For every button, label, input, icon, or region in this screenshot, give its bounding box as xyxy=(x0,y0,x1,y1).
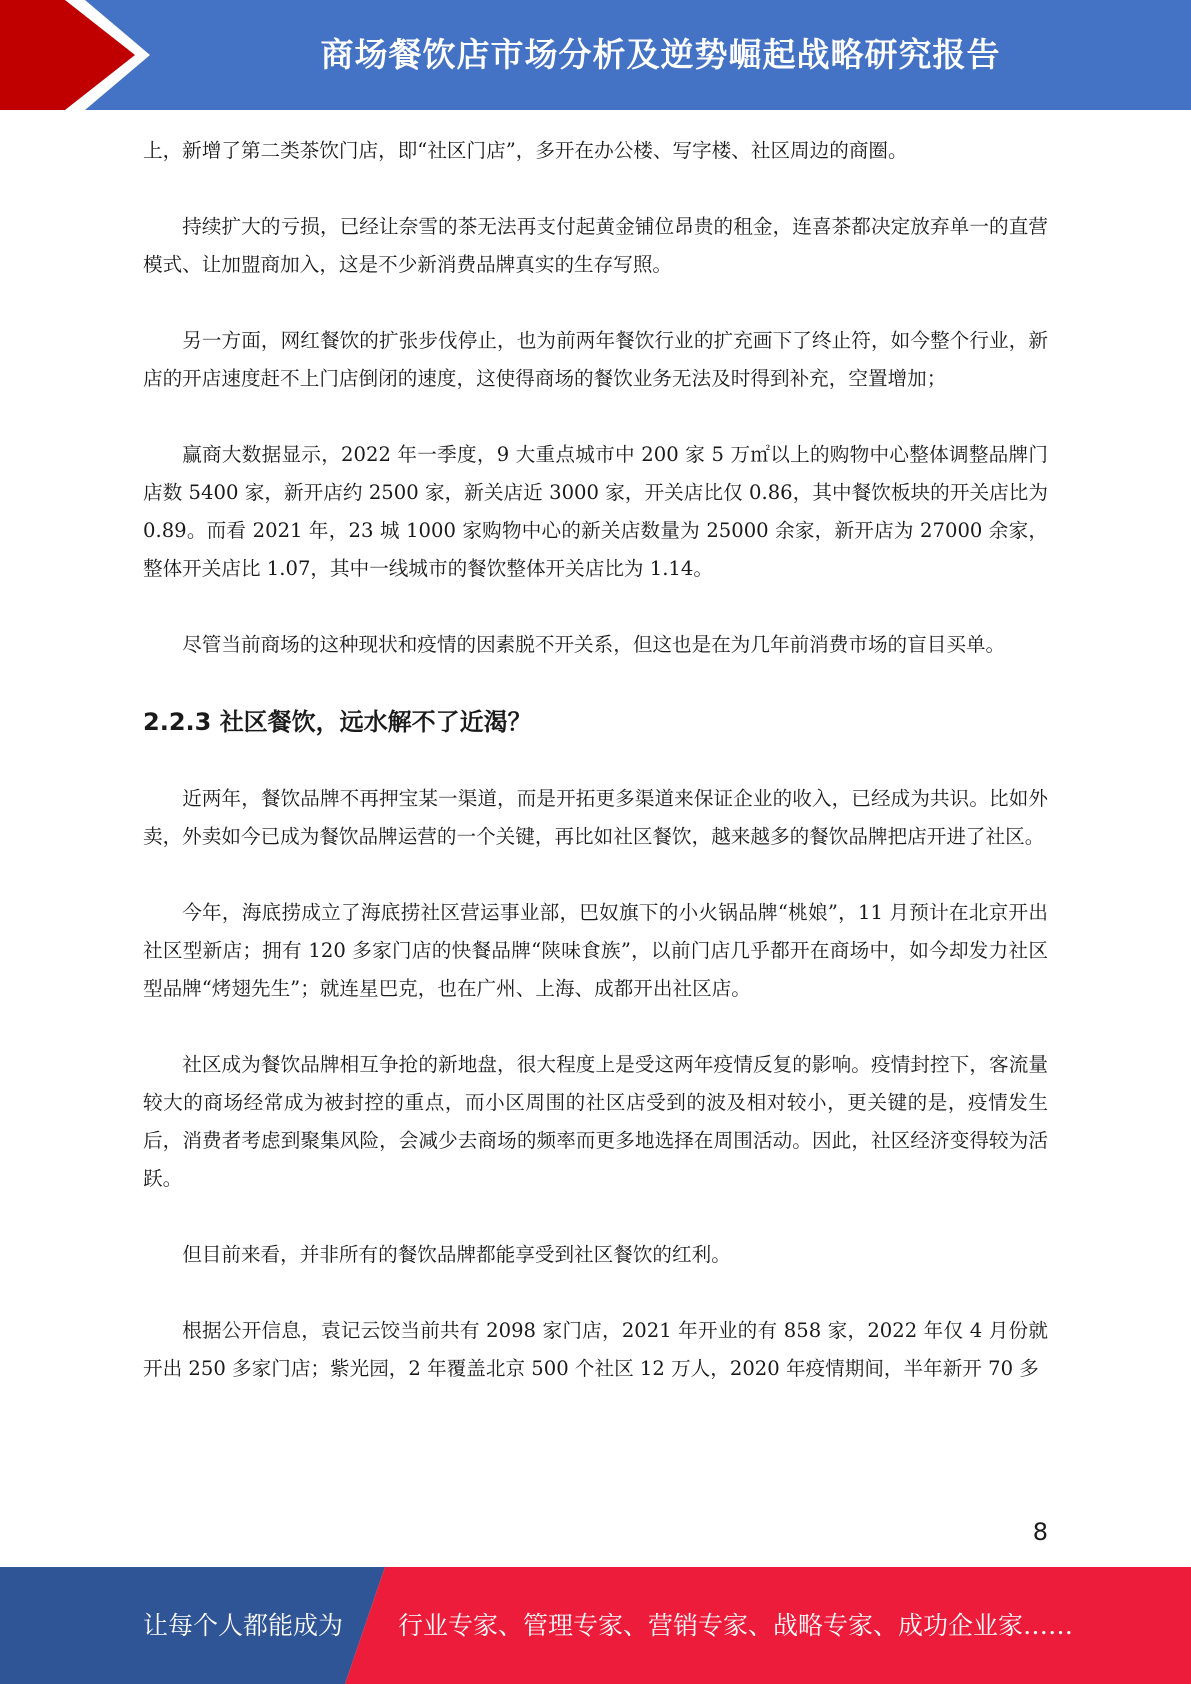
paragraph: 上，新增了第二类茶饮门店，即“社区门店”，多开在办公楼、写字楼、社区周边的商圈。 xyxy=(143,139,908,162)
document-body xyxy=(143,132,1048,1426)
paragraph: 但目前来看，并非所有的餐饮品牌都能享受到社区餐饮的红利。 xyxy=(182,1243,731,1266)
report-title: 商场餐饮店市场分析及逆势崛起战略研究报告 xyxy=(320,35,1001,74)
section-heading: 2.2.3 社区餐饮，远水解不了近渴？ xyxy=(143,708,532,736)
page-footer xyxy=(0,1567,1191,1684)
paragraph: 社区成为餐饮品牌相互争抢的新地盘，很大程度上是受这两年疫情反复的影响。疫情封控下，客流量较大的商场经常成为被封控的重点，而小区周围的社区店受到的波及相对较小，更关键的是，疫情发生后，消费者考虑到聚集风险，会减少去商场的频率而更多地选择在周围活动。因此，社区经济变得较为活跃。 xyxy=(143,1053,1048,1190)
paragraph: 尽管当前商场的这种现状和疫情的因素脱不开关系，但这也是在为几年前消费市场的盲目买单。 xyxy=(182,633,1006,656)
paragraph: 根据公开信息，袁记云饺当前共有 2098 家门店，2021 年开业的有 858 家，2022 年仅 4 月份就开出 250 多家门店；紫光园，2 年覆盖北京 500 个社区 12 万人，2020 年疫情期间，半年新开 70 多 xyxy=(143,1319,1048,1380)
footer-slogan-left: 让每个人都能成为 xyxy=(143,1611,344,1640)
paragraph: 赢商大数据显示，2022 年一季度，9 大重点城市中 200 家 5 万㎡以上的购物中心整体调整品牌门店数 5400 家，新开店约 2500 家，新关店近 3000 家，开关店比仅 0.86，其中餐饮板块的开关店比为 0.89。而看 2021 年，23 城 1000 家购物中心的新关店数量为 25000 余家，新开店为 27000 余家，整体开关店比 1.07，其中一线城市的餐饮整体开关店比为 1.14。 xyxy=(143,443,1048,580)
footer-slogan-right: 行业专家、管理专家、营销专家、战略专家、成功企业家…… xyxy=(398,1611,1074,1640)
page-header xyxy=(0,0,1191,110)
paragraph: 另一方面，网红餐饮的扩张步伐停止，也为前两年餐饮行业的扩充画下了终止符，如今整个行业，新店的开店速度赶不上门店倒闭的速度，这使得商场的餐饮业务无法及时得到补充，空置增加； xyxy=(143,329,1048,390)
paragraph: 持续扩大的亏损，已经让奈雪的茶无法再支付起黄金铺位昂贵的租金，连喜茶都决定放弃单一的直营模式、让加盟商加入，这是不少新消费品牌真实的生存写照。 xyxy=(143,215,1048,276)
page-number: 8 xyxy=(1032,1518,1048,1546)
paragraph: 近两年，餐饮品牌不再押宝某一渠道，而是开拓更多渠道来保证企业的收入，已经成为共识。比如外卖，外卖如今已成为餐饮品牌运营的一个关键，再比如社区餐饮，越来越多的餐饮品牌把店开进了社区。 xyxy=(143,787,1048,848)
paragraph: 今年，海底捞成立了海底捞社区营运事业部，巴奴旗下的小火锅品牌“桃娘”，11 月预计在北京开出社区型新店；拥有 120 多家门店的快餐品牌“陕味食族”，以前门店几乎都开在商场中，如今却发力社区型品牌“烤翅先生”；就连星巴克，也在广州、上海、成都开出社区店。 xyxy=(143,901,1048,1000)
